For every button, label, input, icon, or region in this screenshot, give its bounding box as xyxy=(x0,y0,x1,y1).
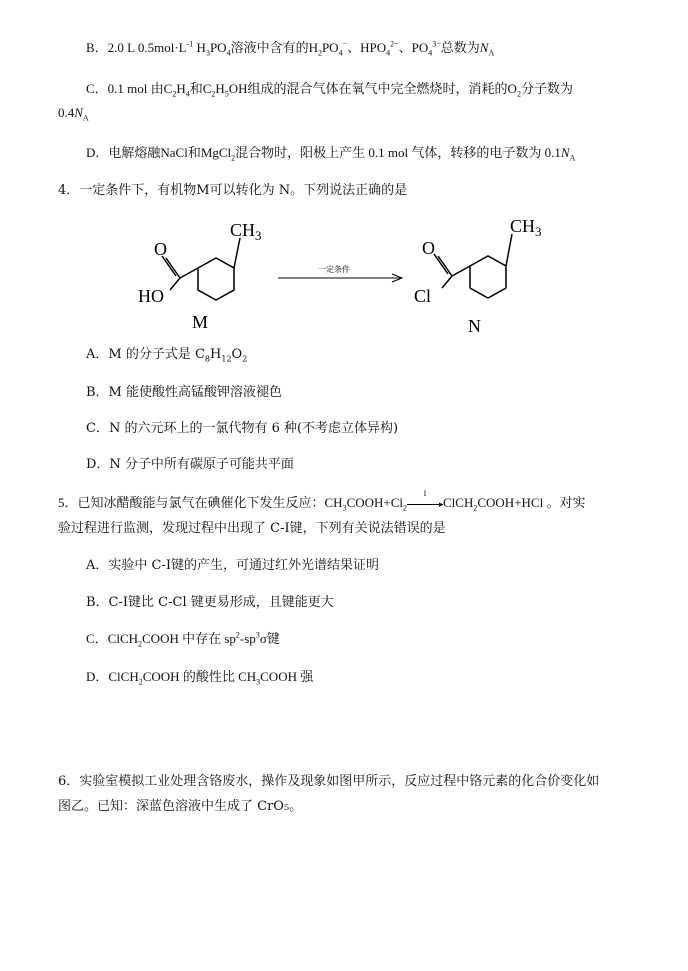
q4-reaction-diagram xyxy=(130,210,570,335)
q3-option-b: B．2.0 L $0.5mol\cdot L^{-1}$ $H_3PO_4$溶液中含有的$H_2PO_4^-$、$HPO_4^{2-}$、$PO_4^{3-}$总数为$N_A$ xyxy=(86,39,495,58)
q6-stem-line1: 6．实验室模拟工业处理含铬废水，操作及现象如图甲所示，反应过程中铬元素的化合价变化如 xyxy=(58,774,600,789)
q3-option-d: D．电解熔融NaCl和MgCl$_2$混合物时，阳极上产生 0.1 mol 气体，转移的电子数为 $0.1N_A$ xyxy=(86,145,576,163)
m-hydroxyl: HO xyxy=(138,286,164,306)
q5-option-c: C．ClCH$_2$COOH 中存在 $sp^2-sp^3\sigma$键 xyxy=(86,630,280,649)
q5-option-d: D．ClCH$_2$COOH 的酸性比 $CH_3COOH$ 强 xyxy=(86,669,314,687)
q5-option-a: A．实验中 C-I键的产生，可通过红外光谱结果证明 xyxy=(86,558,379,573)
molecule-n xyxy=(434,234,512,298)
catalyst-arrow: I ▸ xyxy=(407,494,443,513)
n-oxygen: O xyxy=(422,238,435,258)
m-label: M xyxy=(192,312,209,332)
n-label: N xyxy=(468,316,481,335)
q3-option-c-line1: C．0.1 mol 由$C_2H_4$和$C_2H_5OH$组成的混合气体在氧气中完全燃烧时，消耗的$O_2$分子数为 xyxy=(86,81,573,99)
q4-option-b: B．M 能使酸性高锰酸钾溶液褪色 xyxy=(86,385,282,400)
q6-stem-line2: 图乙。已知：深蓝色溶液中生成了 CrO₅。 xyxy=(58,799,303,814)
q4-stem: 4．一定条件下，有机物M可以转化为 N。下列说法正确的是 xyxy=(58,183,408,198)
q3-option-c-line2: $0.4N_A$ xyxy=(58,105,89,123)
q4-option-d: D．N 分子中所有碳原子可能共平面 xyxy=(86,457,294,472)
m-methyl: $CH_3$ xyxy=(230,220,262,243)
q4-option-a: A．M 的分子式是 $C_8H_{12}O_2$ xyxy=(86,347,248,364)
q4-option-c: C．N 的六元环上的一氯代物有 6 种(不考虑立体异构) xyxy=(86,421,399,436)
arrow-condition: 一定条件 xyxy=(318,265,350,274)
m-oxygen: O xyxy=(154,239,167,259)
q5-option-b: B．C-I键比 C-Cl 键更易形成，且键能更大 xyxy=(86,595,334,610)
molecule-m xyxy=(162,238,240,300)
n-methyl: $CH_3$ xyxy=(510,216,542,239)
q5-stem-line2: 验过程进行监测，发现过程中出现了 C-I键，下列有关说法错误的是 xyxy=(58,521,446,536)
q5-stem-line1: 5．已知冰醋酸能与氯气在碘催化下发生反应：$CH_3COOH+Cl_2$ I ▸ClCH$_2$COOH+HCl 。对实 xyxy=(58,489,586,513)
n-chlorine: Cl xyxy=(414,286,432,306)
